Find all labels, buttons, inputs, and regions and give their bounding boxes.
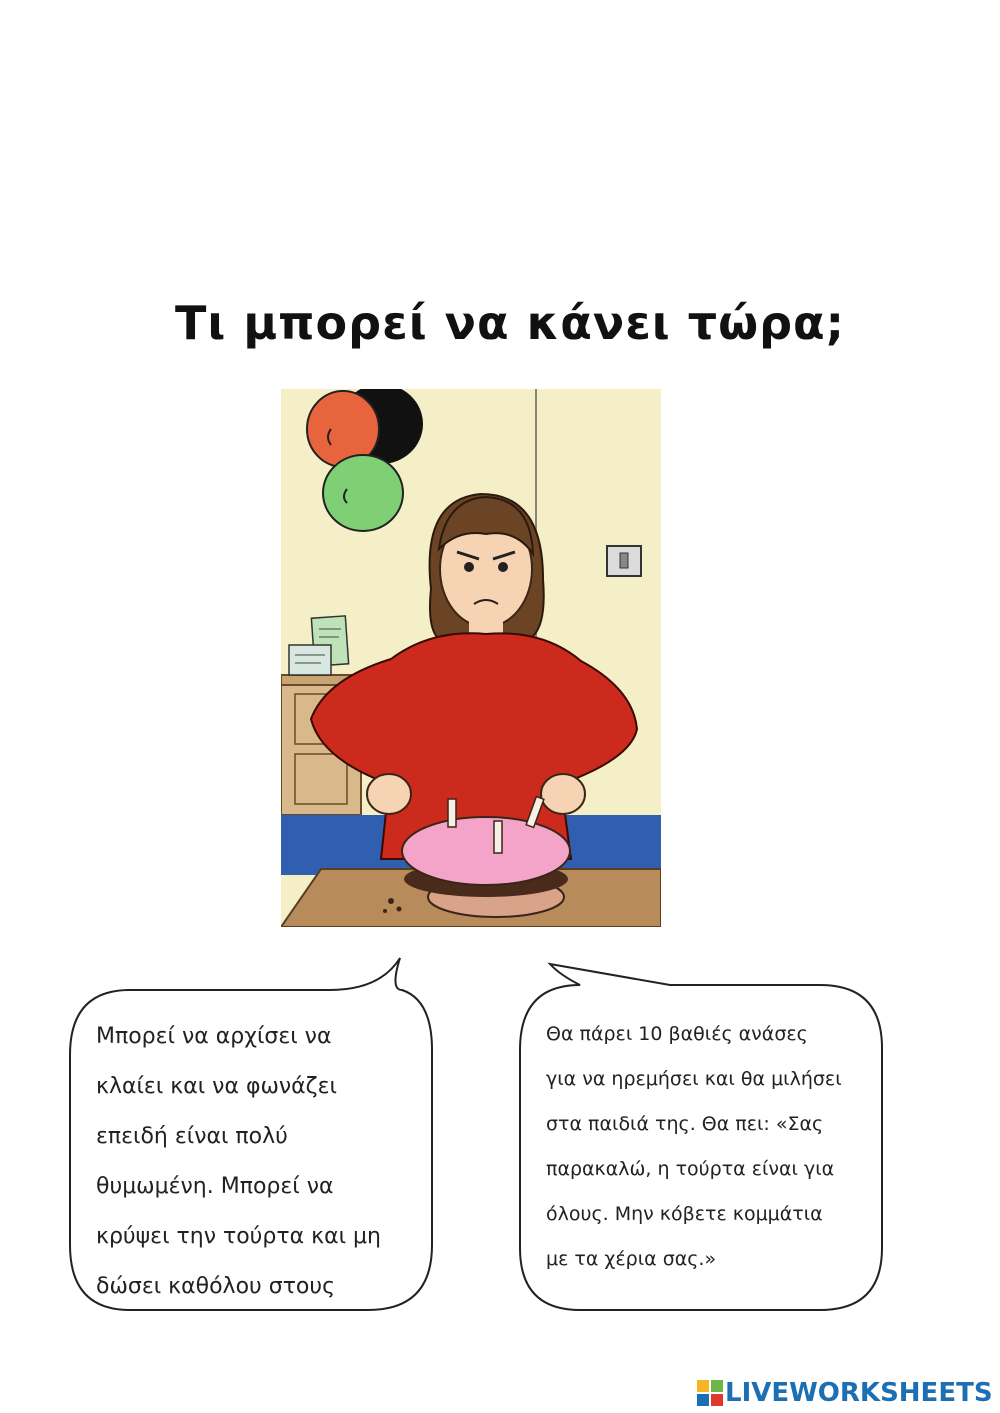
text-line: Μπορεί να αρχίσει να <box>96 1024 332 1049</box>
liveworksheets-logo-icon <box>697 1380 723 1406</box>
text-line: κρύψει την τούρτα και μη <box>96 1224 381 1249</box>
watermark-text: LIVEWORKSHEETS <box>725 1378 993 1408</box>
text-line: παρακαλώ, η τούρτα είναι για <box>546 1158 835 1180</box>
page-title: Τι μπορεί να κάνει τώρα; <box>175 296 845 350</box>
speech-bubble-right-text <box>546 1012 866 1282</box>
text-line: κλαίει και να φωνάζει <box>96 1074 337 1099</box>
text-line: με τα χέρια σας.» <box>546 1248 717 1270</box>
text-line: Θα πάρει 10 βαθιές ανάσες <box>546 1023 808 1045</box>
text-line: θυμωμένη. Μπορεί να <box>96 1174 334 1199</box>
text-line: επειδή είναι πολύ <box>96 1124 288 1149</box>
text-line: για να ηρεμήσει και θα μιλήσει <box>546 1068 842 1090</box>
liveworksheets-watermark[interactable] <box>697 1378 993 1408</box>
text-line: όλους. Μην κόβετε κομμάτια <box>546 1203 823 1225</box>
text-line: δώσει καθόλου στους <box>96 1274 336 1299</box>
text-line: στα παιδιά της. Θα πει: «Σας <box>546 1113 824 1135</box>
speech-bubble-left-text <box>96 1012 416 1312</box>
